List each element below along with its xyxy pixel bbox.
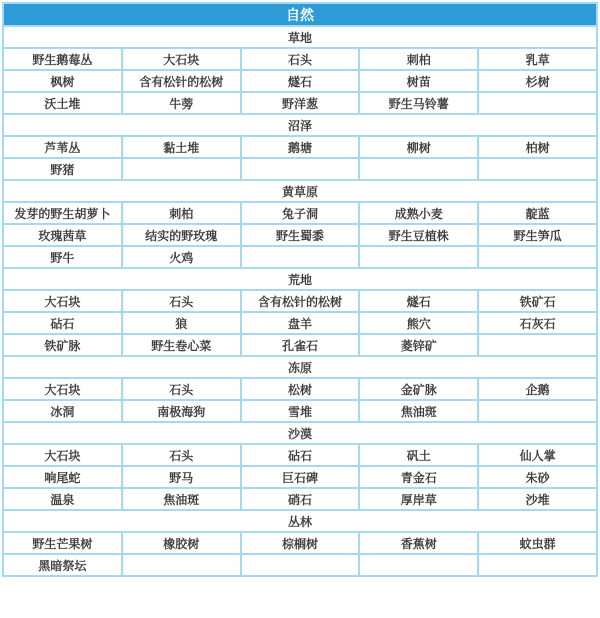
table-title: 自然 bbox=[3, 3, 597, 26]
item-cell: 石头 bbox=[122, 378, 241, 400]
item-cell: 石头 bbox=[241, 48, 360, 70]
item-cell: 大石块 bbox=[122, 48, 241, 70]
section-row bbox=[3, 356, 597, 378]
item-cell: 野马 bbox=[122, 466, 241, 488]
item-cell: 铁矿脉 bbox=[3, 334, 122, 356]
table-row bbox=[3, 224, 597, 246]
item-cell: 朱砂 bbox=[478, 466, 597, 488]
item-cell: 砧石 bbox=[3, 312, 122, 334]
table-row bbox=[3, 378, 597, 400]
item-cell: 温泉 bbox=[3, 488, 122, 510]
item-cell: 熊穴 bbox=[359, 312, 478, 334]
item-cell: 砧石 bbox=[241, 444, 360, 466]
section-row bbox=[3, 422, 597, 444]
item-cell: 成熟小麦 bbox=[359, 202, 478, 224]
table-row bbox=[3, 92, 597, 114]
item-cell: 松树 bbox=[241, 378, 360, 400]
item-cell: 野牛 bbox=[3, 246, 122, 268]
item-cell: 菱锌矿 bbox=[359, 334, 478, 356]
item-cell: 乳草 bbox=[478, 48, 597, 70]
section-header: 荒地 bbox=[3, 268, 597, 290]
item-cell: 野生卷心菜 bbox=[122, 334, 241, 356]
title-row bbox=[3, 3, 597, 26]
item-cell bbox=[478, 246, 597, 268]
item-cell: 野生鹅莓丛 bbox=[3, 48, 122, 70]
item-cell: 沙堆 bbox=[478, 488, 597, 510]
item-cell: 枫树 bbox=[3, 70, 122, 92]
item-cell: 燧石 bbox=[359, 290, 478, 312]
table-row bbox=[3, 246, 597, 268]
item-cell: 结实的野玫瑰 bbox=[122, 224, 241, 246]
item-cell: 石头 bbox=[122, 290, 241, 312]
item-cell: 巨石碑 bbox=[241, 466, 360, 488]
item-cell: 盘羊 bbox=[241, 312, 360, 334]
item-cell bbox=[122, 158, 241, 180]
item-cell: 野猪 bbox=[3, 158, 122, 180]
item-cell: 玫瑰茜草 bbox=[3, 224, 122, 246]
item-cell: 南极海狗 bbox=[122, 400, 241, 422]
item-cell: 橡胶树 bbox=[122, 532, 241, 554]
item-cell: 燧石 bbox=[241, 70, 360, 92]
item-cell bbox=[478, 400, 597, 422]
item-cell bbox=[241, 246, 360, 268]
item-cell: 大石块 bbox=[3, 444, 122, 466]
item-cell: 石灰石 bbox=[478, 312, 597, 334]
item-cell: 靛蓝 bbox=[478, 202, 597, 224]
section-header: 沙漠 bbox=[3, 422, 597, 444]
item-cell: 刺柏 bbox=[359, 48, 478, 70]
item-cell: 棕榈树 bbox=[241, 532, 360, 554]
table-row bbox=[3, 202, 597, 224]
item-cell: 仙人掌 bbox=[478, 444, 597, 466]
item-cell: 企鹅 bbox=[478, 378, 597, 400]
item-cell: 雪堆 bbox=[241, 400, 360, 422]
item-cell: 青金石 bbox=[359, 466, 478, 488]
item-cell: 兔子洞 bbox=[241, 202, 360, 224]
table-row bbox=[3, 312, 597, 334]
item-cell: 响尾蛇 bbox=[3, 466, 122, 488]
item-cell: 柳树 bbox=[359, 136, 478, 158]
item-cell: 金矿脉 bbox=[359, 378, 478, 400]
section-header: 草地 bbox=[3, 26, 597, 48]
item-cell: 野生马铃薯 bbox=[359, 92, 478, 114]
item-cell: 含有松针的松树 bbox=[122, 70, 241, 92]
item-cell: 芦苇丛 bbox=[3, 136, 122, 158]
item-cell: 厚岸草 bbox=[359, 488, 478, 510]
item-cell: 大石块 bbox=[3, 290, 122, 312]
item-cell: 蚊虫群 bbox=[478, 532, 597, 554]
item-cell: 刺柏 bbox=[122, 202, 241, 224]
table-row bbox=[3, 48, 597, 70]
item-cell bbox=[478, 158, 597, 180]
table-row bbox=[3, 532, 597, 554]
table-row bbox=[3, 488, 597, 510]
section-row bbox=[3, 26, 597, 48]
item-cell: 大石块 bbox=[3, 378, 122, 400]
item-cell: 铁矿石 bbox=[478, 290, 597, 312]
table-row bbox=[3, 466, 597, 488]
item-cell: 牛蒡 bbox=[122, 92, 241, 114]
table-row bbox=[3, 554, 597, 576]
item-cell: 野洋葱 bbox=[241, 92, 360, 114]
item-cell: 含有松针的松树 bbox=[241, 290, 360, 312]
item-cell: 杉树 bbox=[478, 70, 597, 92]
table-body bbox=[3, 26, 597, 576]
table-row bbox=[3, 136, 597, 158]
item-cell: 火鸡 bbox=[122, 246, 241, 268]
table-row bbox=[3, 400, 597, 422]
item-cell: 香蕉树 bbox=[359, 532, 478, 554]
item-cell: 矾土 bbox=[359, 444, 478, 466]
table-row bbox=[3, 334, 597, 356]
item-cell bbox=[359, 246, 478, 268]
item-cell: 黏土堆 bbox=[122, 136, 241, 158]
item-cell bbox=[478, 92, 597, 114]
section-header: 黄草原 bbox=[3, 180, 597, 202]
table-row bbox=[3, 70, 597, 92]
section-header: 沼泽 bbox=[3, 114, 597, 136]
item-cell bbox=[241, 158, 360, 180]
item-cell: 石头 bbox=[122, 444, 241, 466]
item-cell: 焦油斑 bbox=[122, 488, 241, 510]
item-cell: 野生笋瓜 bbox=[478, 224, 597, 246]
item-cell: 野生豆植株 bbox=[359, 224, 478, 246]
item-cell: 发芽的野生胡萝卜 bbox=[3, 202, 122, 224]
item-cell bbox=[359, 554, 478, 576]
section-header: 丛林 bbox=[3, 510, 597, 532]
section-row bbox=[3, 180, 597, 202]
item-cell bbox=[241, 554, 360, 576]
item-cell bbox=[478, 554, 597, 576]
item-cell: 黑暗祭坛 bbox=[3, 554, 122, 576]
section-header: 冻原 bbox=[3, 356, 597, 378]
item-cell: 野生芒果树 bbox=[3, 532, 122, 554]
item-cell: 硝石 bbox=[241, 488, 360, 510]
table-row bbox=[3, 444, 597, 466]
section-row bbox=[3, 268, 597, 290]
nature-table bbox=[2, 2, 598, 577]
item-cell: 鹅塘 bbox=[241, 136, 360, 158]
item-cell: 孔雀石 bbox=[241, 334, 360, 356]
item-cell: 焦油斑 bbox=[359, 400, 478, 422]
item-cell: 树苗 bbox=[359, 70, 478, 92]
item-cell: 狼 bbox=[122, 312, 241, 334]
item-cell: 沃土堆 bbox=[3, 92, 122, 114]
item-cell: 柏树 bbox=[478, 136, 597, 158]
section-row bbox=[3, 510, 597, 532]
item-cell: 冰洞 bbox=[3, 400, 122, 422]
item-cell bbox=[478, 334, 597, 356]
item-cell: 野生蜀黍 bbox=[241, 224, 360, 246]
item-cell bbox=[359, 158, 478, 180]
section-row bbox=[3, 114, 597, 136]
table-row bbox=[3, 290, 597, 312]
table-row bbox=[3, 158, 597, 180]
item-cell bbox=[122, 554, 241, 576]
